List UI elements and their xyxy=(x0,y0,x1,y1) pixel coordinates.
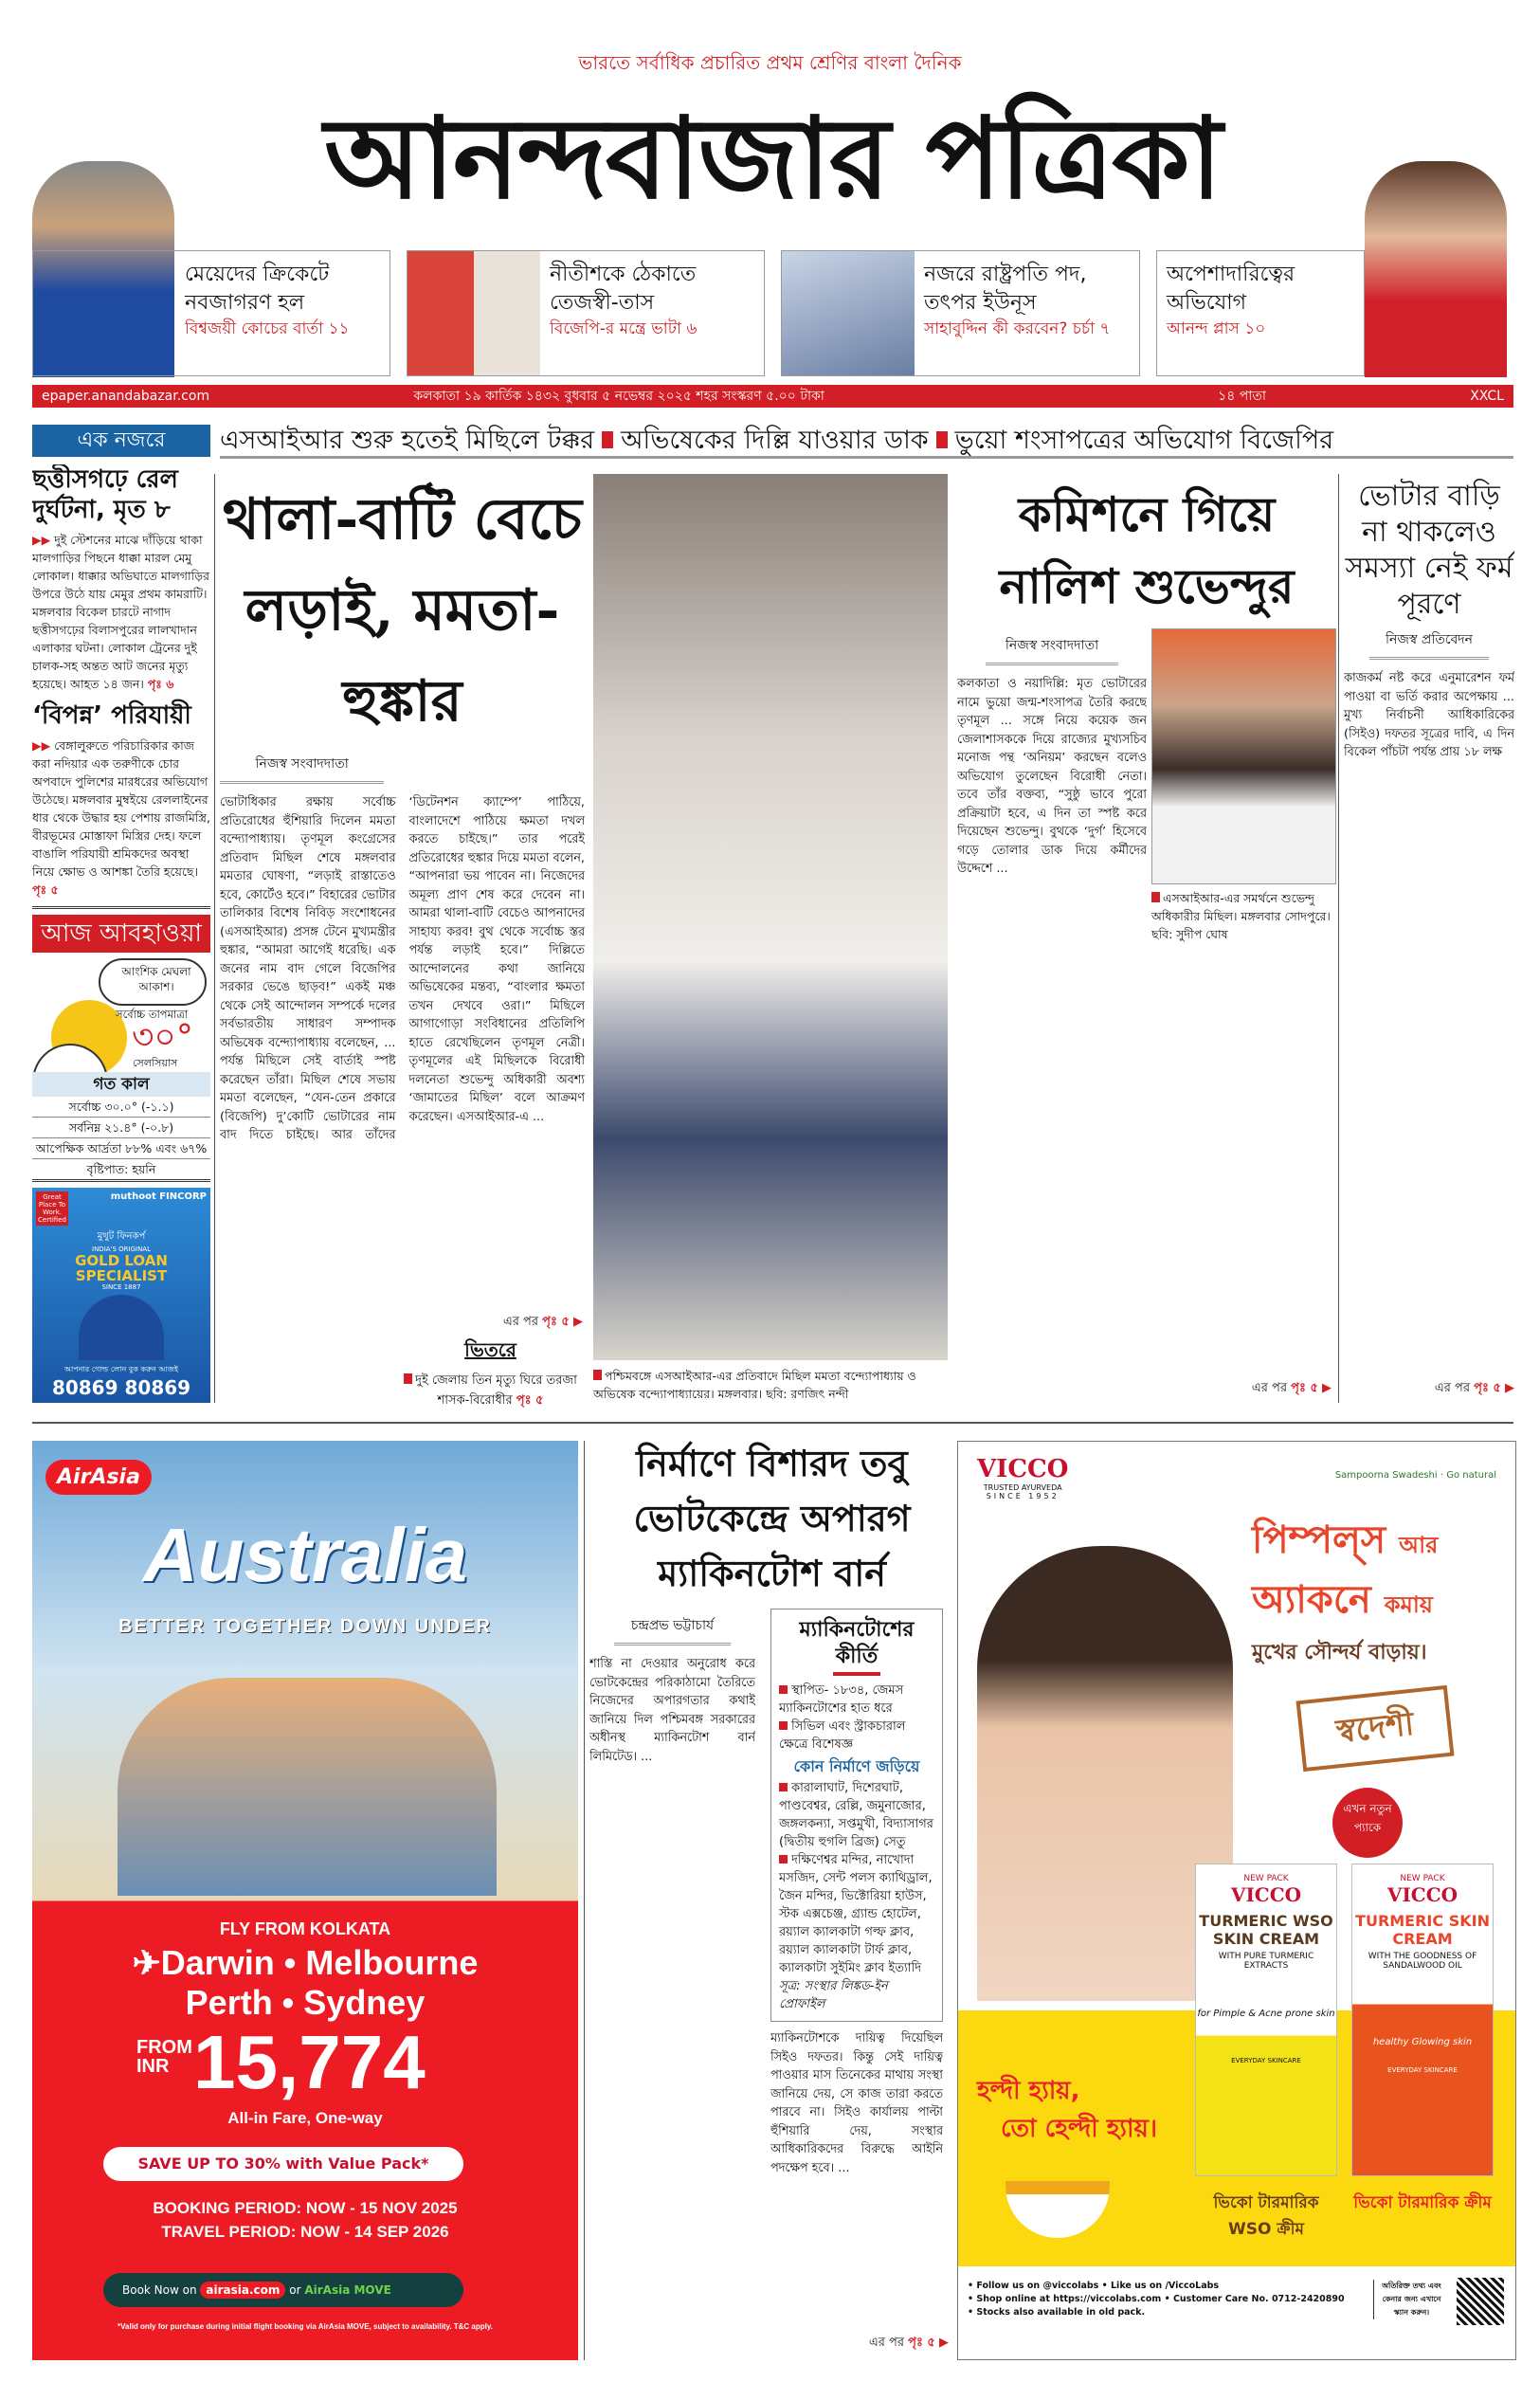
sidebar-item: দক্ষিণেশ্বর মন্দির, নাখোদা মসজিদ, সেন্ট পলস ক্যাথিড্রাল, জৈন মন্দির, ভিক্টোরিয়া হাউস, স্টক এক্সচেঞ্জ, গ্র্যান্ড হোটেল, রয়্যাল ক্যালকাটা গল্ফ ক্লাব, রয়্যাল ক্যালকাটা টার্ফ ক্লাব, ক্যালকাটা সুইমিং ক্লাব ইত্যাদি xyxy=(779,1853,933,1975)
teaser-kicker: বিশ্বজয়ী কোচের বার্তা ১১ xyxy=(185,319,350,338)
sidebar-item: স্থাপিত- ১৮৩৪, জেমস ম্যাকিনটোশের হাত ধরে xyxy=(779,1683,904,1716)
qr-code[interactable] xyxy=(1457,2278,1504,2325)
banner-headline xyxy=(220,423,1513,459)
max-temp-value: ৩০° xyxy=(132,1018,193,1057)
banner-part: অভিষেকের দিল্লি যাওয়ার ডাক xyxy=(621,426,929,455)
routes: Darwin • Melbourne xyxy=(160,1943,479,1982)
page-ref[interactable]: পৃঃ ৫ xyxy=(516,1393,544,1408)
brief-headline: ছত্তীসগঢ়ে রেল দুর্ঘটনা, মৃত ৮ xyxy=(32,465,178,524)
temp-unit: সেলসিয়াস xyxy=(133,1057,178,1069)
ek-najare-column xyxy=(32,464,210,909)
story2 xyxy=(957,479,1336,1374)
play-arrow-icon: ▶ xyxy=(573,1315,583,1329)
column-rule xyxy=(214,474,215,1403)
weather-row: সর্বোচ্চ ৩০.০° (-১.১) xyxy=(32,1097,210,1118)
disclaimer: *Valid only for purchase during initial flight booking via AirAsia MOVE, subject to availability. T&C apply. xyxy=(118,2322,493,2331)
product-note: WITH THE GOODNESS OF SANDALWOOD OIL xyxy=(1368,1952,1477,1971)
continued-page-link[interactable]: পৃঃ ৫ xyxy=(1474,1381,1501,1395)
brief-headline: ‘বিপন্ন’ পরিযায়ী xyxy=(32,701,191,730)
teaser-kicker: বিজেপি-র মন্ত্রে ভাটা ৬ xyxy=(550,319,698,338)
ad-phone[interactable]: 80869 80869 xyxy=(51,1376,191,1399)
page-ref[interactable]: পৃঃ ৫ xyxy=(32,882,59,897)
story4-headline: নির্মাণে বিশারদ তবু ভোটকেন্দ্রে অপারগ ম্যাকিনটোশ বার্ন xyxy=(633,1442,911,1594)
ad-headline: আর xyxy=(1399,1532,1439,1558)
weather-box xyxy=(32,915,210,1182)
currency: INR xyxy=(136,2056,170,2077)
caption-text: এসআইআর-এর সমর্থনে শুভেন্দু অধিকারীর মিছিল। মঙ্গলবার সোদপুরে। ছবি: সুদীপ ঘোষ xyxy=(1151,891,1331,941)
fly-from: FLY FROM xyxy=(219,1919,305,1938)
gptw-badge: Great Place To Work. Certified xyxy=(36,1191,68,1226)
square-bullet-icon xyxy=(602,431,613,448)
yesterday-label: গত কাল xyxy=(32,1072,210,1097)
airasia-link[interactable]: airasia.com xyxy=(200,2282,285,2299)
booking-period: BOOKING PERIOD: NOW - 15 NOV 2025 xyxy=(153,2199,458,2217)
brief-body: বেঙ্গালুরুতে পরিচারিকার কাজ করা নদিয়ার এক তরুণীকে চোর অপবাদে পুলিশের মারধরের অভিযোগ উঠেছে। মঙ্গলবার মুম্বইয়ে রেললাইনের ধার থেকে উদ্ধার হয় পেশায় রাজমিস্ত্রি, বীরভূমের মোস্তাফা মিস্ত্রির দেহ। ফলে বাঙালি পরিযায়ী শ্রমিকদের অবস্থা নিয়ে ক্ষোভ ও আশঙ্কা তৈরি হয়েছে। xyxy=(32,738,210,879)
value-pack-offer: SAVE UP TO 30% with Value Pack* xyxy=(103,2147,463,2181)
footer-line: • Stocks also available in old pack. xyxy=(968,2307,1146,2318)
teaser-2[interactable] xyxy=(407,250,765,376)
story3-body: কাজকর্ম নষ্ট করে এনুমারেশন ফর্ম পাওয়া বা ভর্তি করার অপেক্ষায় ... মুখ্য নির্বাচনী আধিকারিকের (সিইও) দফতর সূত্রের দাবি, এ দিন বিকেল পাঁচটা পর্যন্ত প্রায় ১৮ লক্ষ xyxy=(1344,671,1514,759)
ad-since: SINCE 1887 xyxy=(101,1283,141,1291)
ad-model-photo xyxy=(79,1295,164,1360)
story3-headline: ভোটার বাড়ি না থাকলেও সমস্যা নেই ফর্ম পূরণে xyxy=(1345,480,1513,621)
ad-headline: পিম্পল্স xyxy=(1252,1518,1386,1562)
masthead-title: আনন্দবাজার পত্রিকা xyxy=(324,92,1221,224)
swadeshi-stamp: স্বদেশী xyxy=(1296,1685,1455,1772)
teaser-4[interactable] xyxy=(1156,250,1365,376)
pack-label: NEW PACK xyxy=(1243,1874,1289,1883)
ad-headline: Australia xyxy=(142,1513,468,1597)
continued-label: এর পর xyxy=(1434,1381,1470,1395)
teaser-3[interactable] xyxy=(781,250,1140,376)
story4-continued xyxy=(778,2334,949,2354)
story3 xyxy=(1344,479,1514,1374)
story2-headline: কমিশনে গিয়ে নালিশ শুভেন্দুর xyxy=(999,486,1295,614)
title-underline xyxy=(833,1672,880,1676)
fare-note: All-in Fare, One-way xyxy=(227,2109,383,2127)
section-rule xyxy=(32,1422,1513,1424)
story3-continued xyxy=(1344,1379,1514,1399)
muthoot-ad[interactable] xyxy=(32,1188,210,1403)
teaser-headline: নজরে রাষ্ট্রপতি পদ, তৎপর ইউনূস xyxy=(924,263,1087,315)
vicco-ad[interactable] xyxy=(957,1441,1516,2360)
sidebar-subtitle: কোন নির্মাণে জড়িয়ে xyxy=(793,1757,920,1775)
banner-part: এসআইআর শুরু হতেই মিছিলে টক্কর xyxy=(220,426,595,455)
continued-page-link[interactable]: পৃঃ ৫ xyxy=(1291,1381,1318,1395)
story2-body: কলকাতা ও নয়াদিল্লি: মৃত ভোটারের নামে ভুয়ো জন্ম-শংসাপত্র তৈরি করছে তৃণমূল ... সঙ্গে নিয়ে কয়েক জন জেলাশাসককে দিয়ে রাজ্যের মুখ্যসচিব মনোজ পন্থ ‘অনিয়ম’ করছেন বলেও অভিযোগ তুলেছেন বিরোধী নেতা। তবে তাঁর বক্তব্য, “সুষ্ঠু ভাবে পুরো প্রক্রিয়াটা হবে, এ দিন তা স্পষ্ট করে দিয়েছেন শুভেন্দু। বুথকে ‘দুর্গ’ হিসেবে গড়ে তোলার ডাক দিয়ে কর্মীদের উদ্দেশে ... xyxy=(957,677,1147,876)
brief-item[interactable] xyxy=(32,700,210,909)
or-label: or xyxy=(289,2283,301,2297)
continued-page-link[interactable]: পৃঃ ৫ xyxy=(542,1315,570,1329)
weather-row: সর্বনিম্ন ২১.৪° (-০.৮) xyxy=(32,1118,210,1138)
product-tag: healthy Glowing skin xyxy=(1372,2037,1473,2047)
slogan: হল্দী হ্যায়, xyxy=(977,2077,1080,2105)
sidebar-item: কারালাঘাট, দিশেরঘাট, পাণ্ডবেশ্বর, রেল্লি, জমুনাজোর, জঙ্গলকন্যা, সপ্তমুখী, বিদ্যাসাগর (দ্বিতীয় হুগলি ব্রিজ) সেতু xyxy=(779,1781,933,1849)
product-label: ভিকো টারমারিক WSO ক্রীম xyxy=(1213,2193,1319,2239)
muthoot-logo: muthoot FINCORP xyxy=(110,1191,207,1202)
lead-story xyxy=(220,474,585,1306)
brief-item[interactable] xyxy=(32,464,210,693)
footer-line: • Follow us on @viccolabs • Like us on /ViccoLabs xyxy=(968,2281,1220,2291)
product-box-turmeric: NEW PACK VICCO TURMERIC SKIN CREAM WITH THE GOODNESS OF SANDALWOOD OIL healthy Glowing skin EVERYDAY SKINCARE xyxy=(1351,1864,1494,2176)
ad-headline: কমায় xyxy=(1384,1591,1433,1618)
teaser-1[interactable] xyxy=(32,250,390,376)
partner-logos: Sampoorna Swadeshi · Go natural xyxy=(1334,1470,1496,1481)
vicco-since: SINCE 1952 xyxy=(986,1492,1060,1500)
from-label: FROM xyxy=(136,2037,192,2058)
inside-title: ভিতরে xyxy=(464,1338,516,1361)
departure-city: KOLKATA xyxy=(309,1919,391,1938)
product-box-wso: NEW PACK VICCO TURMERIC WSO SKIN CREAM WITH PURE TURMERIC EXTRACTS for Pimple & Acne prone skin EVERYDAY SKINCARE xyxy=(1195,1864,1337,2176)
vicco-logo: VICCO xyxy=(977,1455,1069,1483)
lead-photo-caption xyxy=(593,1367,948,1403)
play-arrow-icon: ▶ xyxy=(939,2336,949,2350)
weather-row: আপেক্ষিক আর্দ্রতা ৮৮% এবং ৬৭% xyxy=(32,1138,210,1159)
square-bullet-icon xyxy=(779,1721,788,1730)
weather-forecast: আংশিক মেঘলা আকাশ। xyxy=(121,965,191,993)
ad-brand: মুথুট ফিনকর্প xyxy=(97,1231,146,1242)
airasia-ad[interactable] xyxy=(32,1441,578,2360)
vicco-tagline: TRUSTED AYURVEDA xyxy=(983,1483,1062,1492)
page-count: ১৪ পাতা xyxy=(1218,389,1266,404)
banner-part: ভুয়ো শংসাপত্রের অভিযোগ বিজেপির xyxy=(954,426,1334,455)
ad-cta: আপনার গোল্ড লোন বুক করুন আজই xyxy=(63,1365,179,1373)
square-bullet-icon xyxy=(593,1370,602,1380)
ad-subheadline: BETTER TOGETHER DOWN UNDER xyxy=(118,1616,492,1637)
airasia-logo: AirAsia xyxy=(45,1460,152,1495)
weather-title: আজ আবহাওয়া xyxy=(32,915,210,953)
pack-label: NEW PACK xyxy=(1400,1874,1445,1883)
page-ref[interactable]: পৃঃ ৬ xyxy=(147,677,174,691)
story4-body: শাস্তি না দেওয়ার অনুরোধ করে ভোটকেন্দ্রের পরিকাঠামো তৈরিতে নিজেদের অপারগতার কথাই জানিয়ে দিল পশ্চিমবঙ্গ সরকারের অধীনস্থ ম্যাকিনটোশ বার্ন লিমিটেড। ... xyxy=(589,1657,755,1764)
play-arrow-icon: ▶ xyxy=(1322,1381,1332,1395)
price: 15,774 xyxy=(193,2020,426,2104)
product-label: ভিকো টারমারিক ক্রীম xyxy=(1353,2193,1492,2212)
travel-period: TRAVEL PERIOD: NOW - 14 SEP 2026 xyxy=(161,2223,449,2241)
story4-body2: ম্যাকিনটোশকে দায়িত্ব দিয়েছিল সিইও দফতর। কিন্তু সেই দায়িত্ব পাওয়ার মাস তিনেকের মাথায় সংস্থা জানিয়ে দেয়, সে কাজ তারা করতে পারবে না। সিইও কার্যালয় পাল্টা হুঁশিয়ারি দেয়, সংস্থার আধিকারিকদের বিরুদ্ধে আইনি পদক্ষেপ হবে। ... xyxy=(770,2031,943,2175)
sidebar-title: ম্যাকিনটোশের কীর্তি xyxy=(799,1618,915,1668)
teaser-headline: অপেশাদারিত্বের অভিযোগ xyxy=(1167,263,1295,315)
continued-page-link[interactable]: পৃঃ ৫ xyxy=(908,2336,935,2350)
square-bullet-icon xyxy=(1151,892,1160,902)
column-rule xyxy=(584,1441,585,2360)
story2-photo-caption xyxy=(1151,889,1336,943)
everyday-label: EVERYDAY SKINCARE xyxy=(1231,2057,1301,2064)
square-bullet-icon xyxy=(936,431,948,448)
product-note: WITH PURE TURMERIC EXTRACTS xyxy=(1218,1952,1314,1971)
ad-line: INDIA'S ORIGINAL xyxy=(92,1246,151,1253)
square-bullet-icon xyxy=(779,1855,788,1864)
story2-column2 xyxy=(1151,943,1336,1374)
lead-inside-box xyxy=(398,1313,583,1411)
teaser-headline: মেয়েদের ক্রিকেটে নবজাগরণ হল xyxy=(185,263,330,315)
dateline: কলকাতা ১৯ কার্তিক ১৪৩২ বুধবার ৫ নভেম্বর ২০২৫ শহর সংস্করণ ৫.০০ টাকা xyxy=(413,389,824,404)
square-bullet-icon xyxy=(779,1783,788,1791)
story2-photo xyxy=(1151,628,1336,884)
caption-text: পশ্চিমবঙ্গে এসআইআর-এর প্রতিবাদে মিছিল মমতা বন্দ্যোপাধ্যায় ও অভিষেক বন্দ্যোপাধ্যায়ের। মঙ্গলবার। ছবি: রণজিৎ নন্দী xyxy=(593,1369,916,1401)
airplane-icon: ✈ xyxy=(132,1943,161,1982)
play-arrow-icon: ▶ xyxy=(1505,1381,1514,1395)
slogan: তো হেল্দী হ্যায়। xyxy=(1001,2115,1158,2143)
story4-sidebar xyxy=(770,1609,943,2022)
byline: নিজস্ব সংবাদদাতা xyxy=(986,634,1118,665)
teaser-photo xyxy=(408,251,540,375)
lead-photo-rally xyxy=(593,474,948,1360)
new-pack-badge: এখন নতুন প্যাকে xyxy=(1332,1788,1403,1858)
product-tag: for Pimple & Acne prone skin xyxy=(1197,2009,1335,2019)
teaser-photo-actress xyxy=(1365,161,1507,377)
left-column xyxy=(32,464,210,1403)
inside-item[interactable]: দুই জেলায় তিন মৃত্যু ঘিরে তরজা শাসক-বিরোধীর xyxy=(415,1373,577,1408)
ad-headline: অ্যাকনে xyxy=(1252,1578,1371,1622)
column-rule xyxy=(1338,474,1339,1403)
lead-headline: থালা-বাটি বেচে লড়াই, মমতা-হুঙ্কার xyxy=(222,486,583,735)
website-link[interactable]: epaper.anandabazar.com xyxy=(42,389,210,404)
story2-continued xyxy=(1156,1379,1332,1399)
ad-headline: GOLD LOAN SPECIALIST xyxy=(75,1252,168,1284)
brief-body: দুই স্টেশনের মাঝে দাঁড়িয়ে থাকা মালগাড়ির পিছনে ধাক্কা মারল মেমু লোকাল। ধাক্কার অভিঘাতে মালগাড়ির উপরে উঠে যায় মেমুর প্রথম কামরাটি। মঙ্গলবার বিকেল চারটে নাগাদ ছত্তীসগঢ়ের বিলাসপুরের লালখাদান এলাকার ঘটনা। লোকাল ট্রেনের দুই চালক-সহ অন্তত আট জনের মৃত্যু হয়েছে। আহত ১৪ জন। xyxy=(32,533,209,691)
ad-subheadline: মুখের সৌন্দর্য বাড়ায়। xyxy=(1252,1641,1427,1664)
airasia-app[interactable]: AirAsia MOVE xyxy=(304,2283,391,2297)
byline: নিজস্ব সংবাদদাতা xyxy=(220,753,384,784)
sidebar-source: সূত্র: সংস্থার লিঙ্কড-ইন প্রোফাইল xyxy=(779,1979,888,2011)
double-arrow-icon: ▶▶ xyxy=(32,533,51,547)
dateline-strip xyxy=(32,385,1513,408)
lead-body: ভোটাধিকার রক্ষায় সর্বোচ্চ প্রতিরোধের হুঁশিয়ারি দিলেন মমতা বন্দ্যোপাধ্যায়। তৃণমূল কংগ্রেসের প্রতিবাদ মিছিল শেষে মঙ্গলবার মমতার ঘোষণা, “লড়াই রাস্তাতেও হবে, কোর্টেও হবে।” বিহারের ভোটার তালিকার বিশেষ নিবিড় সংশোধনের (এসআইআর) প্রসঙ্গ টেনে মুখ্যমন্ত্রীর হুঙ্কার, “আমরা আগেই ধরেছি। এক জনের নাম বাদ গেলে বিজেপির সরকার ভেঙে ছাড়ব!” একই মঞ্চ থেকে সেই আন্দোলন সম্পর্কে দলের সর্বভারতীয় সাধারণ সম্পাদক অভিষেক বন্দ্যোপাধ্যায় বলেছেন, ... পর্যন্ত মিছিলে সেই বার্তাই স্পষ্ট করেছেন তাঁরা। মিছিল শেষে সভায় মমতা বলেছেন, “যেন-তেন প্রকারে (বিজেপি) দু’কোটি ভোটারের নাম বাদ দিতে চাইছে। আর তাঁদের ‘ডিটেনশন ক্যাম্পে’ পাঠিয়ে, বাংলাদেশে পাঠিয়ে ক্ষমতা দখল করতে চাইছে।” তার পরেই প্রতিরোধের হুঙ্কার দিয়ে মমতা বলেন, “আপনারা ভয় পাবেন না। নিজেদের অমূল্য প্রাণ শেষ করে দেবেন না। আমরা থালা-বাটি বেচেও আপনাদের সাহায্য করব! বুথ থেকে সর্বোচ্চ স্তর পর্যন্ত লড়াই হবে।” দিল্লিতে আন্দোলনের কথা জানিয়ে অভিষেকের মন্তব্য, “বাংলার ক্ষমতা তখন দেখবে ওরা।” মিছিলে আগাগোড়া সংবিধানের প্রতিলিপি হাতে রেখেছিলেন তৃণমূল নেত্রী। তৃণমূলের এই মিছিলকে বিরোধী দলনেতা শুভেন্দু অধিকারী অবশ্য ‘জামাতের মিছিল’ বলে আক্রমণ করেছেন। এসআইআর-এ ... xyxy=(220,795,585,1142)
teaser-kicker: আনন্দ প্লাস ১০ xyxy=(1167,319,1266,338)
ek-najare-label: এক নজরে xyxy=(32,425,210,457)
byline: চন্দ্রপ্রভ ভট্টাচার্য xyxy=(614,1614,731,1646)
edition-code: XXCL xyxy=(1470,389,1504,404)
double-arrow-icon: ▶▶ xyxy=(32,738,51,753)
max-temp-label: সর্বোচ্চ তাপমাত্রা xyxy=(116,1008,189,1021)
routes: Perth • Sydney xyxy=(185,1983,426,2022)
product-name: TURMERIC WSO SKIN CREAM xyxy=(1199,1912,1333,1948)
qr-note: অতিরিক্ত তথ্য এবং কেনার জন্য এখানে স্ক্যান করুন। xyxy=(1373,2280,1449,2319)
product-name: TURMERIC SKIN CREAM xyxy=(1355,1912,1490,1948)
square-bullet-icon xyxy=(779,1685,788,1694)
footer-line: • Shop online at https://viccolabs.com • Customer Care No. 0712-2420890 xyxy=(968,2294,1345,2304)
book-now-label: Book Now on xyxy=(122,2283,197,2297)
continued-label: এর পর xyxy=(1251,1381,1287,1395)
sidebar-item: সিভিল এবং স্ট্রাকচারাল ক্ষেত্রে বিশেষজ্ঞ xyxy=(779,1719,906,1752)
continued-label: এর পর xyxy=(502,1315,538,1329)
continued-label: এর পর xyxy=(868,2336,904,2350)
teaser-photo xyxy=(782,251,915,375)
teaser-headline: নীতীশকে ঠেকাতে তেজস্বী-তাস xyxy=(550,263,697,315)
byline: নিজস্ব প্রতিবেদন xyxy=(1369,628,1489,660)
teaser-kicker: সাহাবুদ্দিন কী করবেন? চর্চা ৭ xyxy=(924,319,1111,338)
everyday-label: EVERYDAY SKINCARE xyxy=(1387,2066,1458,2074)
ad-travellers-photo xyxy=(118,1678,497,1896)
square-bullet-icon xyxy=(404,1373,412,1384)
story4 xyxy=(589,1436,954,2327)
weather-row: বৃষ্টিপাত: হয়নি xyxy=(32,1159,210,1182)
masthead-tagline: ভারতে সর্বাধিক প্রচারিত প্রথম শ্রেণির বাংলা দৈনিক xyxy=(578,51,962,74)
